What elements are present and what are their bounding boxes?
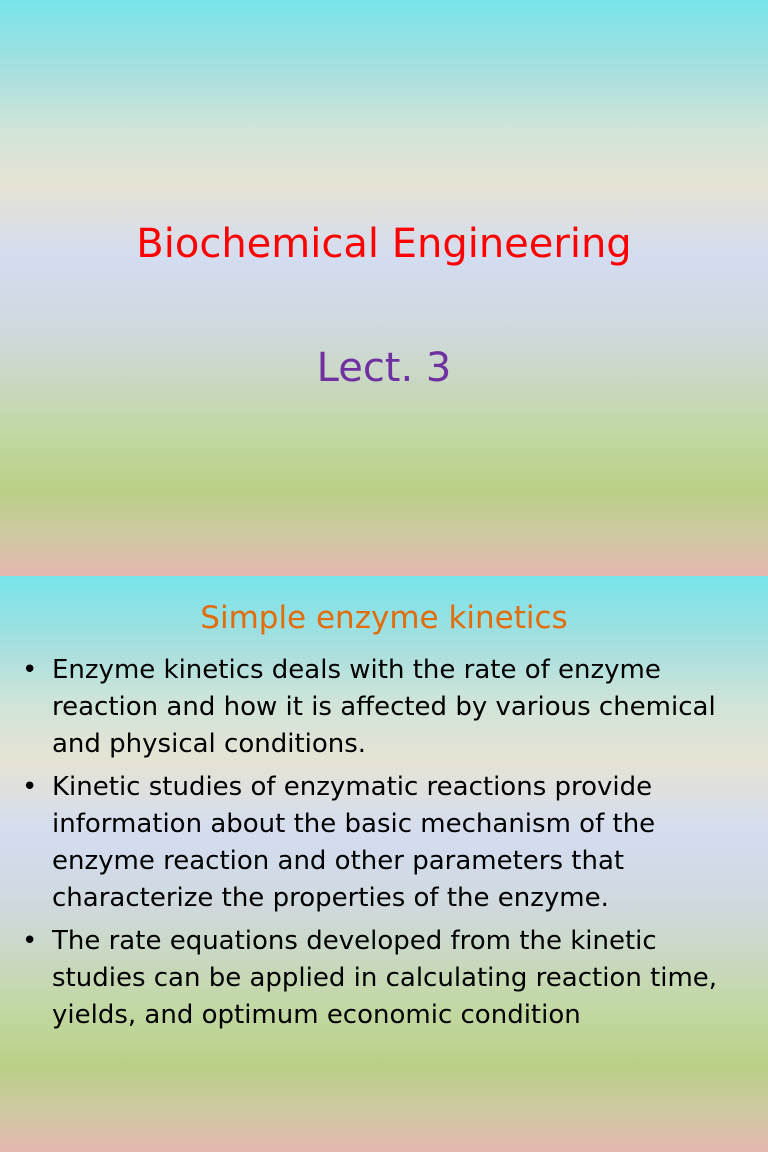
bullet-dot-icon: • (22, 655, 38, 685)
bullet-text: Enzyme kinetics deals with the rate of enzyme reaction and how it is affected by various chemical and physical conditions. (52, 655, 716, 759)
bullet-text: The rate equations developed from the kinetic studies can be applied in calculating reaction time, yields, and optimum economic condition (52, 926, 718, 1030)
bullet-dot-icon: • (22, 926, 38, 956)
bullet-item (0, 769, 768, 917)
bullet-item (0, 923, 768, 1034)
content-slide (0, 576, 768, 1152)
lecture-number: Lect. 3 (316, 345, 452, 391)
slide-title: Biochemical Engineering (136, 221, 632, 267)
bullet-dot-icon: • (22, 772, 38, 802)
bullet-text: Kinetic studies of enzymatic reactions provide information about the basic mechanism of the enzyme reaction and other parameters that characterize the properties of the enzyme. (52, 772, 656, 913)
bullet-item (0, 652, 768, 763)
bullet-list (0, 652, 768, 1040)
slide-heading: Simple enzyme kinetics (200, 600, 568, 636)
